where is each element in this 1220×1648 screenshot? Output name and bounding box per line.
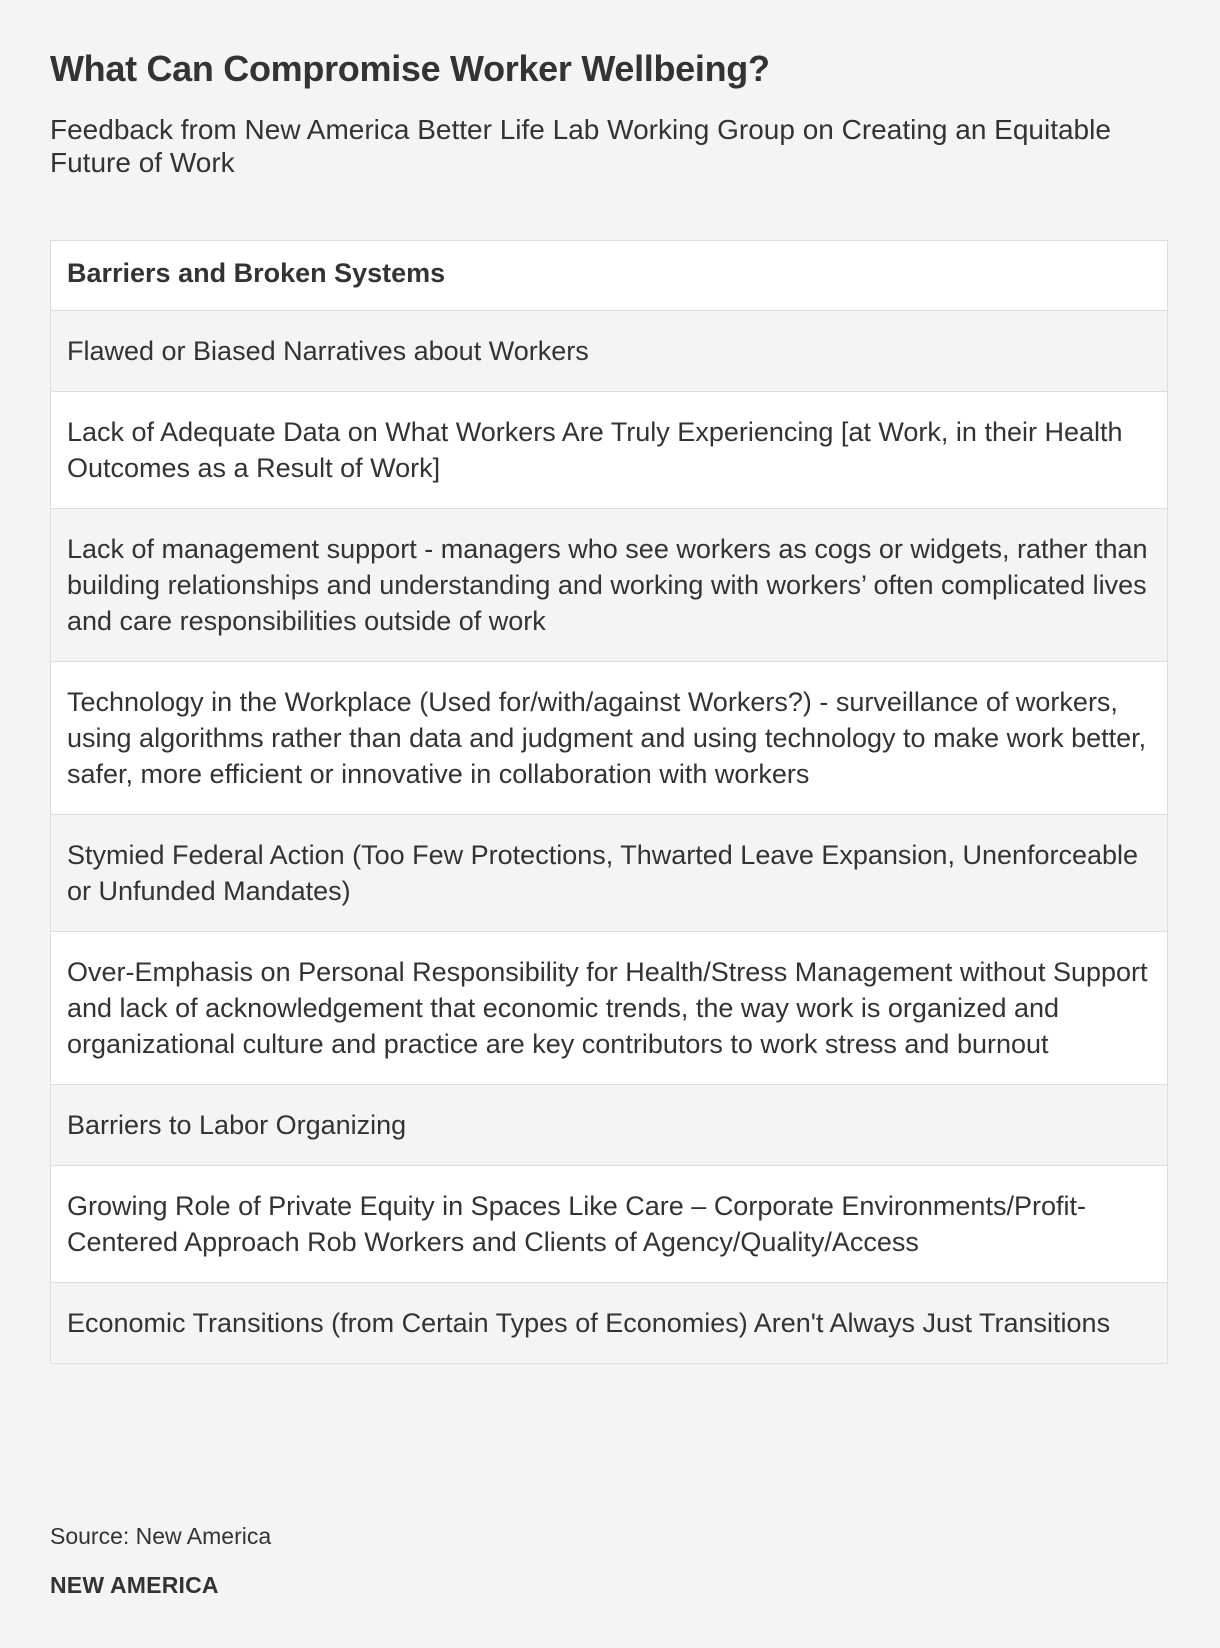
page-title: What Can Compromise Worker Wellbeing? bbox=[50, 48, 770, 89]
table-row: Technology in the Workplace (Used for/with/against Workers?) - surveillance of workers, using algorithms rather than data and judgment and using technology to make work better, safer, more efficient or innovative in collaboration with workers bbox=[51, 662, 1167, 815]
source-note: Source: New America bbox=[50, 1523, 272, 1549]
table-row: Over-Emphasis on Personal Responsibility for Health/Stress Management without Support and lack of acknowledgement that economic trends, the way work is organized and organizational culture and practice are key contributors to work stress and burnout bbox=[51, 932, 1167, 1085]
brand-wordmark: NEW AMERICA bbox=[50, 1572, 219, 1598]
table-row: Stymied Federal Action (Too Few Protections, Thwarted Leave Expansion, Unenforceable or Unfunded Mandates) bbox=[51, 815, 1167, 932]
table-row: Barriers to Labor Organizing bbox=[51, 1085, 1167, 1166]
table-row: Growing Role of Private Equity in Spaces Like Care – Corporate Environments/Profit-Centered Approach Rob Workers and Clients of Agency/Quality/Access bbox=[51, 1166, 1167, 1283]
table-row: Flawed or Biased Narratives about Workers bbox=[51, 311, 1167, 392]
table-row: Lack of Adequate Data on What Workers Are Truly Experiencing [at Work, in their Health Outcomes as a Result of Work] bbox=[51, 392, 1167, 509]
table-row: Economic Transitions (from Certain Types of Economies) Aren't Always Just Transitions bbox=[51, 1283, 1167, 1363]
table-column-header: Barriers and Broken Systems bbox=[51, 241, 1167, 311]
barriers-table bbox=[50, 240, 1168, 1364]
page-subtitle: Feedback from New America Better Life Lab Working Group on Creating an Equitable Future of Work bbox=[50, 114, 1111, 178]
table-row: Lack of management support - managers who see workers as cogs or widgets, rather than building relationships and understanding and working with workers’ often complicated lives and care responsibilities outside of work bbox=[51, 509, 1167, 662]
